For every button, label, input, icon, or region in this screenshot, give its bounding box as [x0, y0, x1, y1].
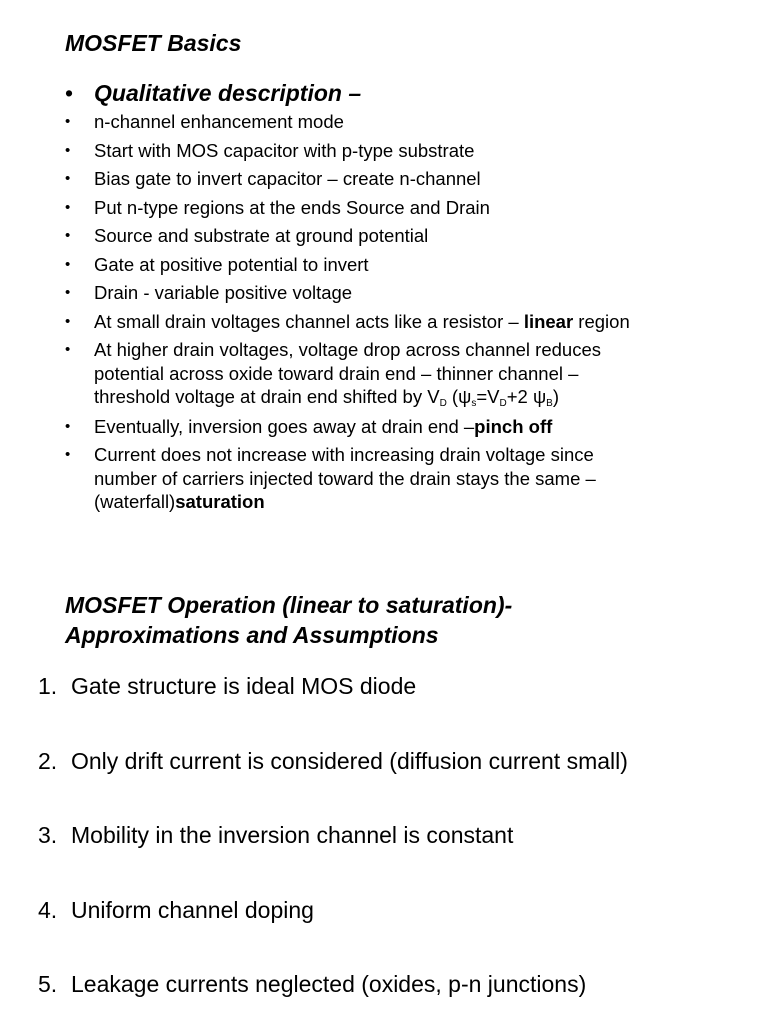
bullet-text: Bias gate to invert capacitor – create n-channel [94, 168, 481, 189]
bullet-text: Put n-type regions at the ends Source and Drain [94, 196, 490, 218]
pinch-keyword: pinch off [474, 415, 553, 437]
section-title-line-2: Approximations and Assumptions [65, 622, 439, 648]
b-subscript: B [546, 398, 553, 409]
bullet-dot: • [65, 227, 71, 244]
linear-text-after: region [573, 310, 630, 332]
s-subscript: s [471, 398, 477, 409]
item-number: 2. [38, 748, 58, 774]
equals-v: =V [476, 386, 500, 407]
item-text: Leakage currents neglected (oxides, p-n junctions) [71, 971, 587, 997]
higher-line-3 [94, 385, 559, 416]
section-title-mosfet-basics: MOSFET Basics [65, 30, 242, 56]
bullet-dot: • [65, 341, 71, 358]
linear-keyword: linear [523, 310, 574, 332]
bullet-text: Source and substrate at ground potential [94, 225, 429, 246]
bullet-dot: • [65, 417, 71, 435]
item-number: 1. [38, 673, 58, 699]
psi-symbol: ψ [458, 386, 472, 407]
item-number: 4. [38, 897, 58, 923]
bullet-text: Start with MOS capacitor with p-type substrate [94, 139, 475, 161]
current-line-1: Current does not increase with increasing drain voltage since [94, 444, 594, 465]
current-line-3 [94, 490, 265, 514]
lead-text: Qualitative description – [94, 80, 362, 106]
paren-open: ( [446, 386, 459, 407]
bullet-dot: • [65, 312, 71, 330]
bullet-dot: • [65, 198, 71, 216]
section-title-mosfet-operation [65, 590, 512, 650]
higher-line-1: At higher drain voltages, voltage drop across channel reduces [94, 339, 601, 360]
higher-line-3-prefix: threshold voltage at drain end shifted by V [94, 386, 440, 407]
bullet-text: Drain - variable positive voltage [94, 282, 353, 303]
item-text: Only drift current is considered (diffusion current small) [71, 748, 628, 774]
bullet-dot: • [65, 284, 71, 301]
pinch-text-before: Eventually, inversion goes away at drain end – [94, 415, 475, 437]
saturation-keyword: saturation [175, 491, 265, 512]
item-text: Gate structure is ideal MOS diode [71, 673, 417, 699]
paren-close: ) [552, 386, 559, 407]
bullet-text [94, 415, 552, 439]
current-line-3-before: (waterfall) [94, 491, 176, 512]
linear-text-before: At small drain voltages channel acts like a resistor – [94, 310, 524, 332]
item-number: 5. [38, 971, 58, 997]
bullet-dot: • [65, 141, 71, 159]
bullet-dot: • [65, 113, 71, 130]
vd-subscript: D [439, 398, 447, 409]
plus-two: +2 [506, 386, 533, 407]
higher-line-2: potential across oxide toward drain end – thinner channel – [94, 362, 579, 384]
bullet-text: Gate at positive potential to invert [94, 253, 369, 275]
section-title-line-1: MOSFET Operation (linear to saturation)- [65, 592, 513, 618]
bullet-dot: • [65, 255, 71, 273]
item-number: 3. [38, 822, 58, 848]
vd-subscript-2: D [499, 398, 507, 409]
bullet-dot: • [65, 446, 71, 463]
bullet-text [94, 310, 630, 334]
bullet-dot: • [65, 80, 74, 106]
bullet-text: n-channel enhancement mode [94, 111, 344, 132]
current-line-2: number of carriers injected toward the drain stays the same – [94, 467, 596, 489]
bullet-dot: • [65, 170, 71, 187]
item-text: Uniform channel doping [71, 897, 314, 923]
item-text: Mobility in the inversion channel is constant [71, 822, 514, 848]
psi-symbol-2: ψ [532, 386, 547, 407]
